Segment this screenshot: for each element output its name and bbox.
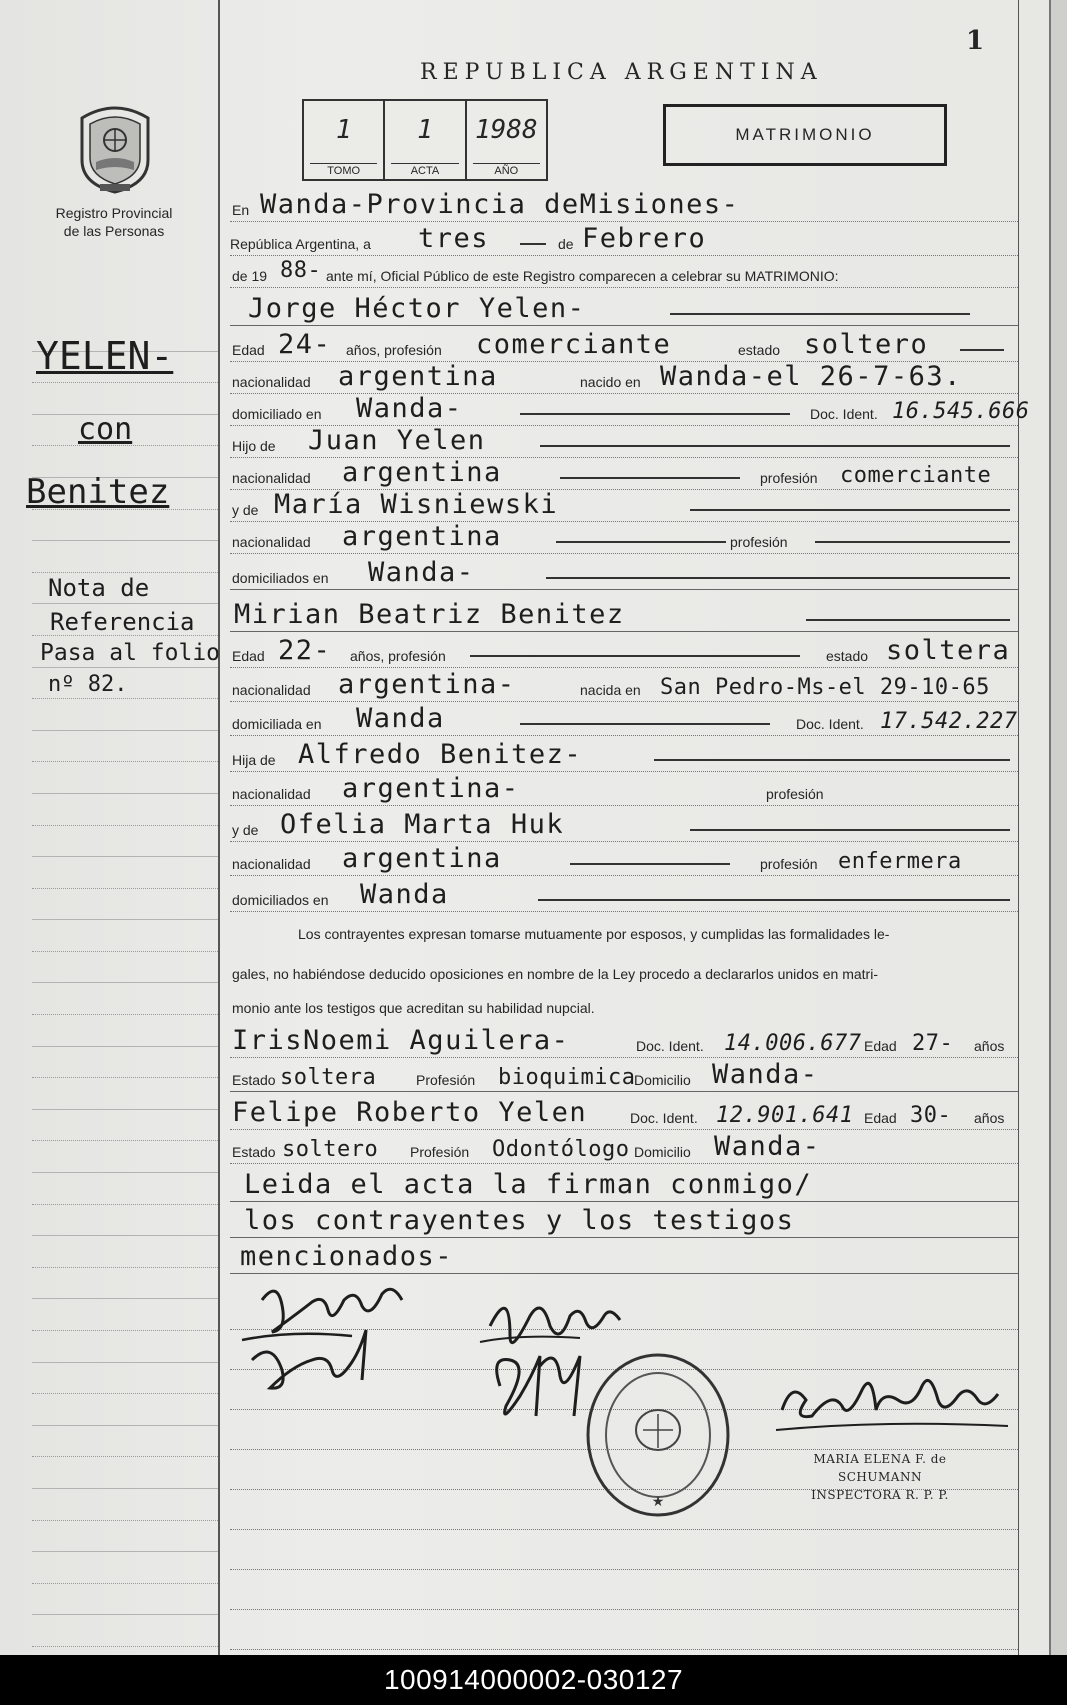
label-anos-profesion: años, profesión: [346, 342, 442, 358]
tomo-value: 1: [335, 115, 352, 145]
label-y-de: y de: [232, 502, 259, 518]
label-anos-profesion: años, profesión: [350, 648, 446, 664]
ano-label: AÑO: [473, 163, 540, 177]
label-hija-de: Hija de: [232, 752, 276, 768]
label-edad: Edad: [232, 648, 265, 664]
ano-value: 1988: [475, 115, 538, 145]
witness-2-name: Felipe Roberto Yelen: [232, 1097, 588, 1128]
official-title: INSPECTORA R. P. P.: [811, 1488, 949, 1502]
label-domiciliada-en: domiciliada en: [232, 716, 322, 732]
margin-note-line-2: Referencia: [50, 608, 195, 636]
row-groom-father-nat: [230, 458, 1018, 490]
groom-doc: 16.545.666: [892, 399, 1030, 424]
label-estado: estado: [826, 648, 869, 664]
row-groom-nationality: [230, 362, 1018, 394]
witness-1-domicile: Wanda-: [712, 1059, 819, 1090]
bride-father-nationality: argentina-: [342, 773, 520, 804]
witness-2-profession: Odontólogo: [492, 1137, 630, 1162]
official-stamp-icon: [583, 1350, 733, 1520]
label-nacido-en: nacido en: [580, 374, 641, 390]
witness-1-name: IrisNoemi Aguilera-: [232, 1025, 570, 1056]
closing-line-1: Leida el acta la firman conmigo/: [244, 1169, 813, 1200]
margin-divider: [218, 0, 220, 1655]
label-ante-mi: ante mí, Oficial Público de este Registro comparecen a celebrar su MATRIMONIO:: [326, 268, 839, 284]
row-groom-father: [230, 426, 1018, 458]
official-signature-icon: [772, 1350, 1012, 1450]
acta-label: ACTA: [391, 163, 458, 177]
label-nacionalidad: nacionalidad: [232, 856, 311, 872]
row-bride-domicile: [230, 702, 1018, 736]
entry-day: tres: [418, 223, 490, 254]
row-closing-3: [230, 1238, 1018, 1274]
witness-2-doc: 12.901.641: [716, 1103, 854, 1128]
witness-2-status: soltero: [282, 1137, 379, 1162]
label-estado: Estado: [232, 1144, 276, 1160]
groom-domicile: Wanda-: [356, 393, 463, 424]
row-witness-2-details: [230, 1130, 1018, 1164]
label-profesion: Profesión: [410, 1144, 470, 1160]
dash: [470, 655, 800, 657]
groom-parents-domicile: Wanda-: [368, 557, 475, 588]
label-doc-ident: Doc. Ident.: [796, 716, 864, 732]
margin-note-line-3: Pasa al folio: [40, 640, 221, 666]
label-edad: Edad: [864, 1110, 897, 1126]
row-date: [230, 222, 1018, 256]
page-number: 1: [966, 26, 985, 56]
label-domiciliados-en: domiciliados en: [232, 892, 329, 908]
margin-note-line-4: nº 82.: [48, 672, 128, 697]
row-bride-mother-nat: [230, 842, 1018, 876]
label-republica: República Argentina, a: [230, 236, 371, 252]
dash: [806, 619, 1010, 621]
row-witness-1: [230, 1020, 1018, 1058]
margin-note-line-1: Nota de: [48, 574, 150, 602]
label-nacida-en: nacida en: [580, 682, 641, 698]
dash: [546, 577, 1010, 579]
dash: [540, 445, 1010, 447]
ano-cell: [467, 101, 546, 179]
label-doc-ident: Doc. Ident.: [636, 1038, 704, 1054]
closing-line-3: mencionados-: [240, 1241, 454, 1272]
bride-mother-profession: enfermera: [838, 849, 962, 874]
row-bride-name: [230, 594, 1018, 632]
witness-1-status: soltera: [280, 1065, 377, 1090]
row-witness-1-details: [230, 1058, 1018, 1092]
country-heading: REPUBLICA ARGENTINA: [420, 60, 823, 85]
row-closing-1: [230, 1164, 1018, 1202]
row-groom-domicile: [230, 393, 1030, 426]
dash: [538, 899, 1010, 901]
row-bride-nationality: [230, 668, 1018, 702]
witness-1-age: 27-: [912, 1031, 954, 1056]
row-groom-mother-nat: [230, 522, 1018, 554]
bride-age: 22-: [278, 635, 332, 666]
label-profesion: profesión: [730, 534, 788, 550]
row-groom-age: [230, 330, 1018, 362]
declaration-line-3: monio ante los testigos que acreditan su habilidad nupcial.: [232, 1000, 595, 1016]
label-estado: Estado: [232, 1072, 276, 1088]
label-domicilio: Domicilio: [634, 1144, 691, 1160]
label-nacionalidad: nacionalidad: [232, 470, 311, 486]
tomo-label: TOMO: [310, 163, 377, 177]
dash: [520, 413, 790, 415]
acta-cell: [385, 101, 466, 179]
dash: [520, 243, 546, 245]
row-place: [230, 188, 1018, 222]
declaration-line-1: Los contrayentes expresan tomarse mutuamente por esposos, y cumplidas las formalidades le-: [298, 926, 890, 942]
bride-domicile: Wanda: [356, 703, 445, 734]
dash: [690, 829, 1010, 831]
row-bride-age: [230, 636, 1018, 668]
label-profesion: profesión: [766, 786, 824, 802]
entry-place: Wanda-Provincia deMisiones-: [260, 189, 740, 220]
groom-mother-nationality: argentina: [342, 521, 502, 552]
dash: [654, 759, 1010, 761]
blank-line: [230, 1540, 1018, 1570]
dash: [556, 541, 726, 543]
acta-value: 1: [417, 115, 433, 145]
registry-name: [36, 204, 192, 240]
label-anos: años: [974, 1038, 1005, 1054]
row-groom-mother: [230, 490, 1018, 522]
witness-1-profession: bioquimica: [498, 1065, 636, 1090]
bride-nationality: argentina-: [338, 669, 516, 700]
bride-mother-nationality: argentina: [342, 843, 502, 874]
dash: [560, 477, 740, 479]
declaration-line-2: gales, no habiéndose deducido oposiciones en nombre de la Ley procedo a declararlos unidos en matri-: [232, 966, 878, 982]
label-nacionalidad: nacionalidad: [232, 534, 311, 550]
label-profesion: Profesión: [416, 1072, 476, 1088]
blank-line: [230, 1620, 1018, 1650]
label-domiciliados-en: domiciliados en: [232, 570, 329, 586]
bride-birthplace: San Pedro-Ms-el 29-10-65: [660, 675, 990, 700]
groom-birthplace: Wanda-el 26-7-63.: [660, 361, 962, 392]
registry-line-1: Registro Provincial: [55, 205, 173, 221]
dash: [520, 723, 770, 725]
label-domiciliado-en: domiciliado en: [232, 406, 322, 422]
label-nacionalidad: nacionalidad: [232, 682, 311, 698]
dash: [570, 863, 730, 865]
row-bride-parents-domicile: [230, 876, 1018, 912]
page-edge: [1049, 0, 1067, 1655]
witness-2-age: 30-: [910, 1103, 952, 1128]
label-profesion: profesión: [760, 856, 818, 872]
registry-line-2: de las Personas: [63, 223, 165, 239]
groom-father: Juan Yelen: [308, 425, 486, 456]
groom-profession: comerciante: [476, 329, 672, 360]
margin-surname-groom: YELEN-: [36, 334, 174, 378]
right-border: [1018, 0, 1019, 1655]
svg-text:★: ★: [651, 1494, 665, 1510]
label-de: de: [558, 236, 574, 252]
groom-status: soltero: [804, 329, 929, 360]
signature-1-icon: [232, 1270, 432, 1400]
label-nacionalidad: nacionalidad: [232, 786, 311, 802]
closing-line-2: los contrayentes y los testigos: [244, 1205, 795, 1236]
row-bride-mother: [230, 806, 1018, 842]
document-id-bar: 100914000002-030127: [0, 1655, 1067, 1705]
row-bride-father: [230, 736, 1018, 772]
margin-connector: con: [78, 412, 133, 447]
witness-1-doc: 14.006.677: [724, 1031, 862, 1056]
official-name: MARIA ELENA F. de SCHUMANN: [813, 1452, 947, 1484]
tomo-cell: [304, 101, 385, 179]
bride-doc: 17.542.227: [880, 709, 1018, 734]
label-edad: Edad: [864, 1038, 897, 1054]
dash: [815, 541, 1010, 543]
label-en: En: [232, 202, 250, 218]
bride-status: soltera: [886, 635, 1011, 666]
row-groom-parents-domicile: [230, 554, 1018, 590]
record-number-box: [302, 99, 548, 181]
label-anos: años: [974, 1110, 1005, 1126]
row-year: [230, 256, 1018, 288]
margin-surname-bride: Benitez: [26, 472, 170, 512]
label-hijo-de: Hijo de: [232, 438, 276, 454]
entry-month: Febrero: [582, 223, 707, 254]
groom-nationality: argentina: [338, 361, 498, 392]
bride-mother: Ofelia Marta Huk: [280, 809, 565, 840]
blank-line: [230, 1580, 1018, 1610]
groom-name: Jorge Héctor Yelen-: [248, 293, 586, 324]
label-de-19: de 19: [232, 268, 268, 284]
groom-mother: María Wisniewski: [274, 489, 559, 520]
groom-age: 24-: [278, 329, 332, 360]
official-signature-block: [770, 1450, 990, 1504]
row-closing-2: [230, 1202, 1018, 1238]
label-y-de: y de: [232, 822, 259, 838]
record-type-box: MATRIMONIO: [663, 104, 947, 166]
bride-father: Alfredo Benitez-: [298, 739, 583, 770]
margin-ruled-lines: [32, 320, 221, 1640]
dash: [690, 509, 1010, 511]
label-estado: estado: [738, 342, 781, 358]
row-witness-2: [230, 1092, 1018, 1130]
entry-year: 88-: [280, 258, 322, 283]
bride-name: Mirian Beatriz Benitez: [234, 599, 625, 630]
bride-parents-domicile: Wanda: [360, 879, 449, 910]
groom-father-profession: comerciante: [840, 463, 992, 488]
label-profesion: profesión: [760, 470, 818, 486]
witness-2-domicile: Wanda-: [714, 1131, 821, 1162]
label-doc-ident: Doc. Ident.: [810, 406, 878, 422]
label-nacionalidad: nacionalidad: [232, 374, 311, 390]
label-edad: Edad: [232, 342, 265, 358]
dash: [670, 313, 970, 315]
label-domicilio: Domicilio: [634, 1072, 691, 1088]
dash: [960, 349, 1004, 351]
row-bride-father-nat: [230, 772, 1018, 806]
label-doc-ident: Doc. Ident.: [630, 1110, 698, 1126]
groom-father-nationality: argentina: [342, 457, 502, 488]
provincial-seal-icon: [74, 100, 156, 194]
row-groom-name: [230, 288, 1018, 326]
